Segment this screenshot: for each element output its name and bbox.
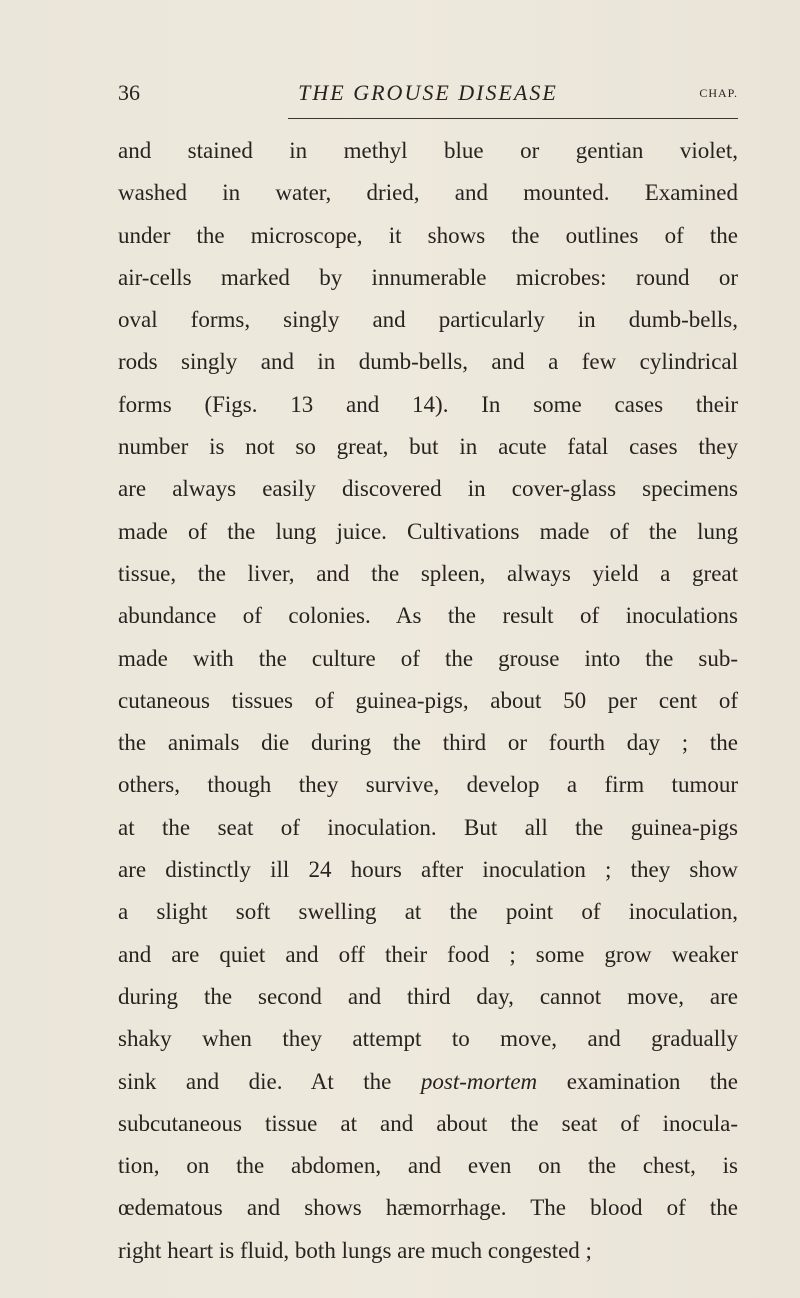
body-text bbox=[118, 130, 738, 1272]
text-line: tion, on the abdomen, and even on the chest, is bbox=[118, 1153, 738, 1179]
text-line: shaky when they attempt to move, and gradually bbox=[118, 1026, 738, 1052]
text-line: under the microscope, it shows the outlines of the bbox=[118, 222, 738, 248]
chapter-label: CHAP. bbox=[699, 86, 738, 100]
text-line: others, though they survive, develop a firm tumour bbox=[118, 772, 738, 798]
text-line: number is not so great, but in acute fatal cases they bbox=[118, 434, 738, 460]
text-line: oval forms, singly and particularly in dumb-bells, bbox=[118, 307, 738, 333]
text-line: and are quiet and off their food ; some grow weaker bbox=[118, 941, 738, 967]
running-title: THE GROUSE DISEASE bbox=[298, 80, 558, 105]
text-line: rods singly and in dumb-bells, and a few cylindrical bbox=[118, 349, 738, 375]
text-line: cutaneous tissues of guinea-pigs, about 50 per cent of bbox=[118, 687, 738, 713]
text-segment: sink and die. At the bbox=[118, 1068, 392, 1094]
text-line: abundance of colonies. As the result of inoculations bbox=[118, 603, 738, 629]
text-line: and stained in methyl blue or gentian violet, bbox=[118, 138, 738, 163]
text-line-post-mortem bbox=[118, 1061, 738, 1103]
text-line: subcutaneous tissue at and about the seat of inocula- bbox=[118, 1110, 738, 1136]
text-line: are always easily discovered in cover-glass specimens bbox=[118, 476, 738, 502]
text-line: are distinctly ill 24 hours after inoculation ; they show bbox=[118, 857, 738, 883]
text-line: right heart is fluid, both lungs are much congested ; bbox=[118, 1237, 592, 1263]
text-line: forms (Figs. 13 and 14). In some cases their bbox=[118, 391, 738, 417]
text-line: made of the lung juice. Cultivations made of the lung bbox=[118, 518, 738, 544]
text-line: made with the culture of the grouse into the sub- bbox=[118, 645, 738, 671]
text-line: at the seat of inoculation. But all the guinea-pigs bbox=[118, 814, 738, 840]
text-line: washed in water, dried, and mounted. Examined bbox=[118, 180, 738, 206]
italic-term: post-mortem bbox=[420, 1068, 538, 1094]
text-line: air-cells marked by innumerable microbes: round or bbox=[118, 264, 738, 290]
text-line: a slight soft swelling at the point of inoculation, bbox=[118, 899, 738, 925]
page-header bbox=[118, 70, 738, 110]
page-number: 36 bbox=[118, 80, 140, 105]
text-line: during the second and third day, cannot move, are bbox=[118, 983, 738, 1009]
header-rule bbox=[288, 118, 738, 119]
text-segment: examination the bbox=[566, 1068, 738, 1094]
text-line: tissue, the liver, and the spleen, always yield a great bbox=[118, 560, 738, 586]
text-line: œdematous and shows hæmorrhage. The blood of the bbox=[118, 1195, 738, 1221]
text-line: the animals die during the third or fourth day ; the bbox=[118, 730, 738, 756]
